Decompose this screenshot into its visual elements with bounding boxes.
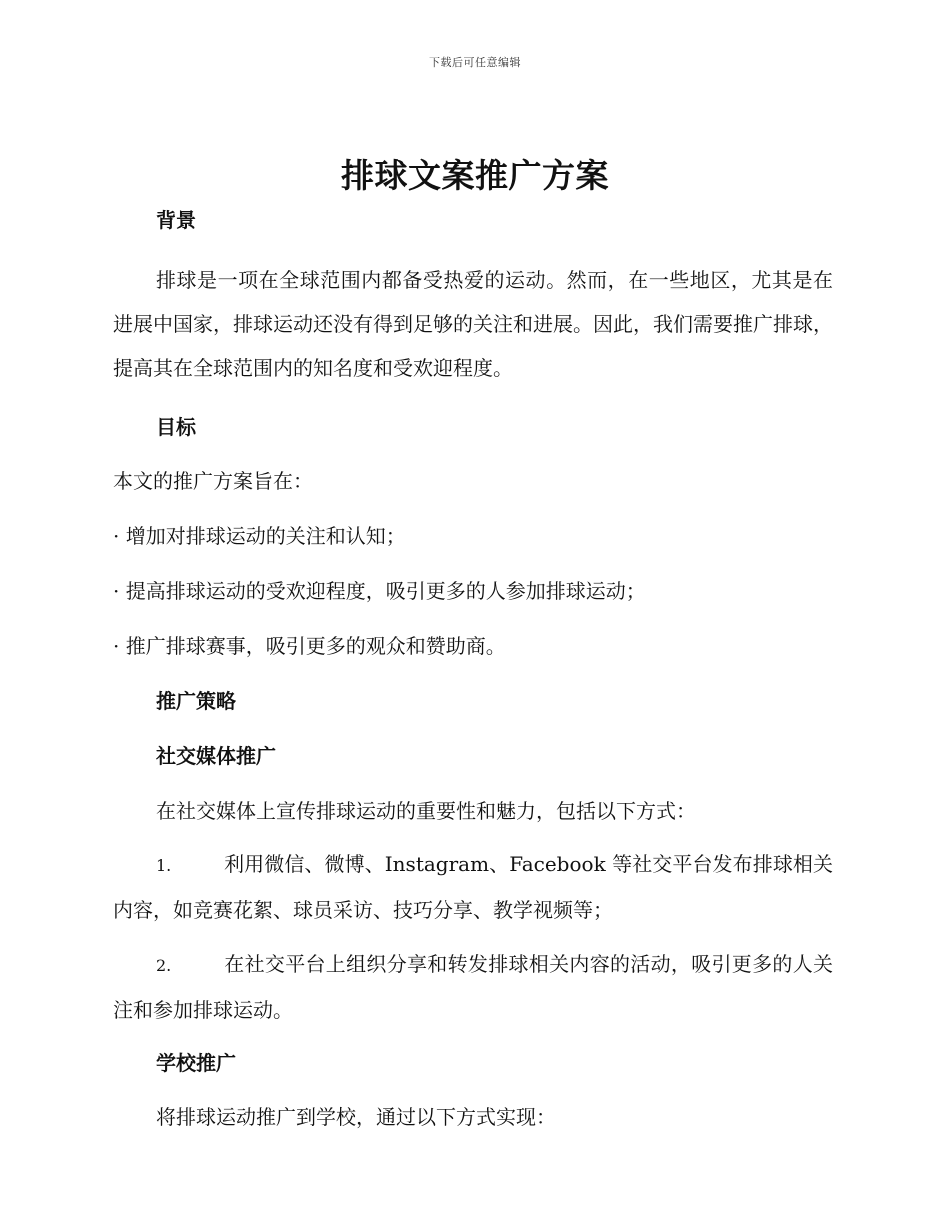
list-number: 1.: [156, 856, 172, 875]
section-heading-school: 学校推广: [156, 1051, 236, 1075]
list-item-text: 在社交平台上组织分享和转发排球相关内容的活动，吸引更多的人关注和参加排球运动。: [113, 952, 833, 1022]
section-heading-goals: 目标: [156, 415, 196, 439]
section-heading-social-media: 社交媒体推广: [156, 744, 276, 768]
goal-bullet-2: · 提高排球运动的受欢迎程度，吸引更多的人参加排球运动；: [113, 579, 646, 603]
section-heading-strategy: 推广策略: [156, 689, 236, 713]
list-number: 2.: [156, 956, 172, 975]
header-note: 下载后可任意编辑: [429, 56, 521, 69]
goal-bullet-1: · 增加对排球运动的关注和认知；: [113, 524, 406, 548]
list-item-text: 利用微信、微博、Instagram、Facebook 等社交平台发布排球相关内容，如竞赛花絮、球员采访、技巧分享、教学视频等；: [113, 852, 833, 922]
social-media-item-2: [113, 942, 833, 1032]
background-paragraph: 排球是一项在全球范围内都备受热爱的运动。然而，在一些地区，尤其是在进展中国家，排球运动还没有得到足够的关注和进展。因此，我们需要推广排球，提高其在全球范围内的知名度和受欢迎程度。: [113, 268, 833, 380]
social-media-item-1: [113, 842, 833, 932]
document-body: [113, 203, 833, 1134]
section-heading-background: 背景: [156, 208, 196, 232]
social-media-intro: 在社交媒体上宣传排球运动的重要性和魅力，包括以下方式：: [156, 799, 696, 823]
goal-bullet-3: · 推广排球赛事，吸引更多的观众和赞助商。: [113, 634, 506, 658]
document-title: 排球文案推广方案: [341, 156, 609, 195]
school-intro: 将排球运动推广到学校，通过以下方式实现：: [156, 1105, 556, 1129]
goals-intro: 本文的推广方案旨在：: [113, 469, 313, 493]
